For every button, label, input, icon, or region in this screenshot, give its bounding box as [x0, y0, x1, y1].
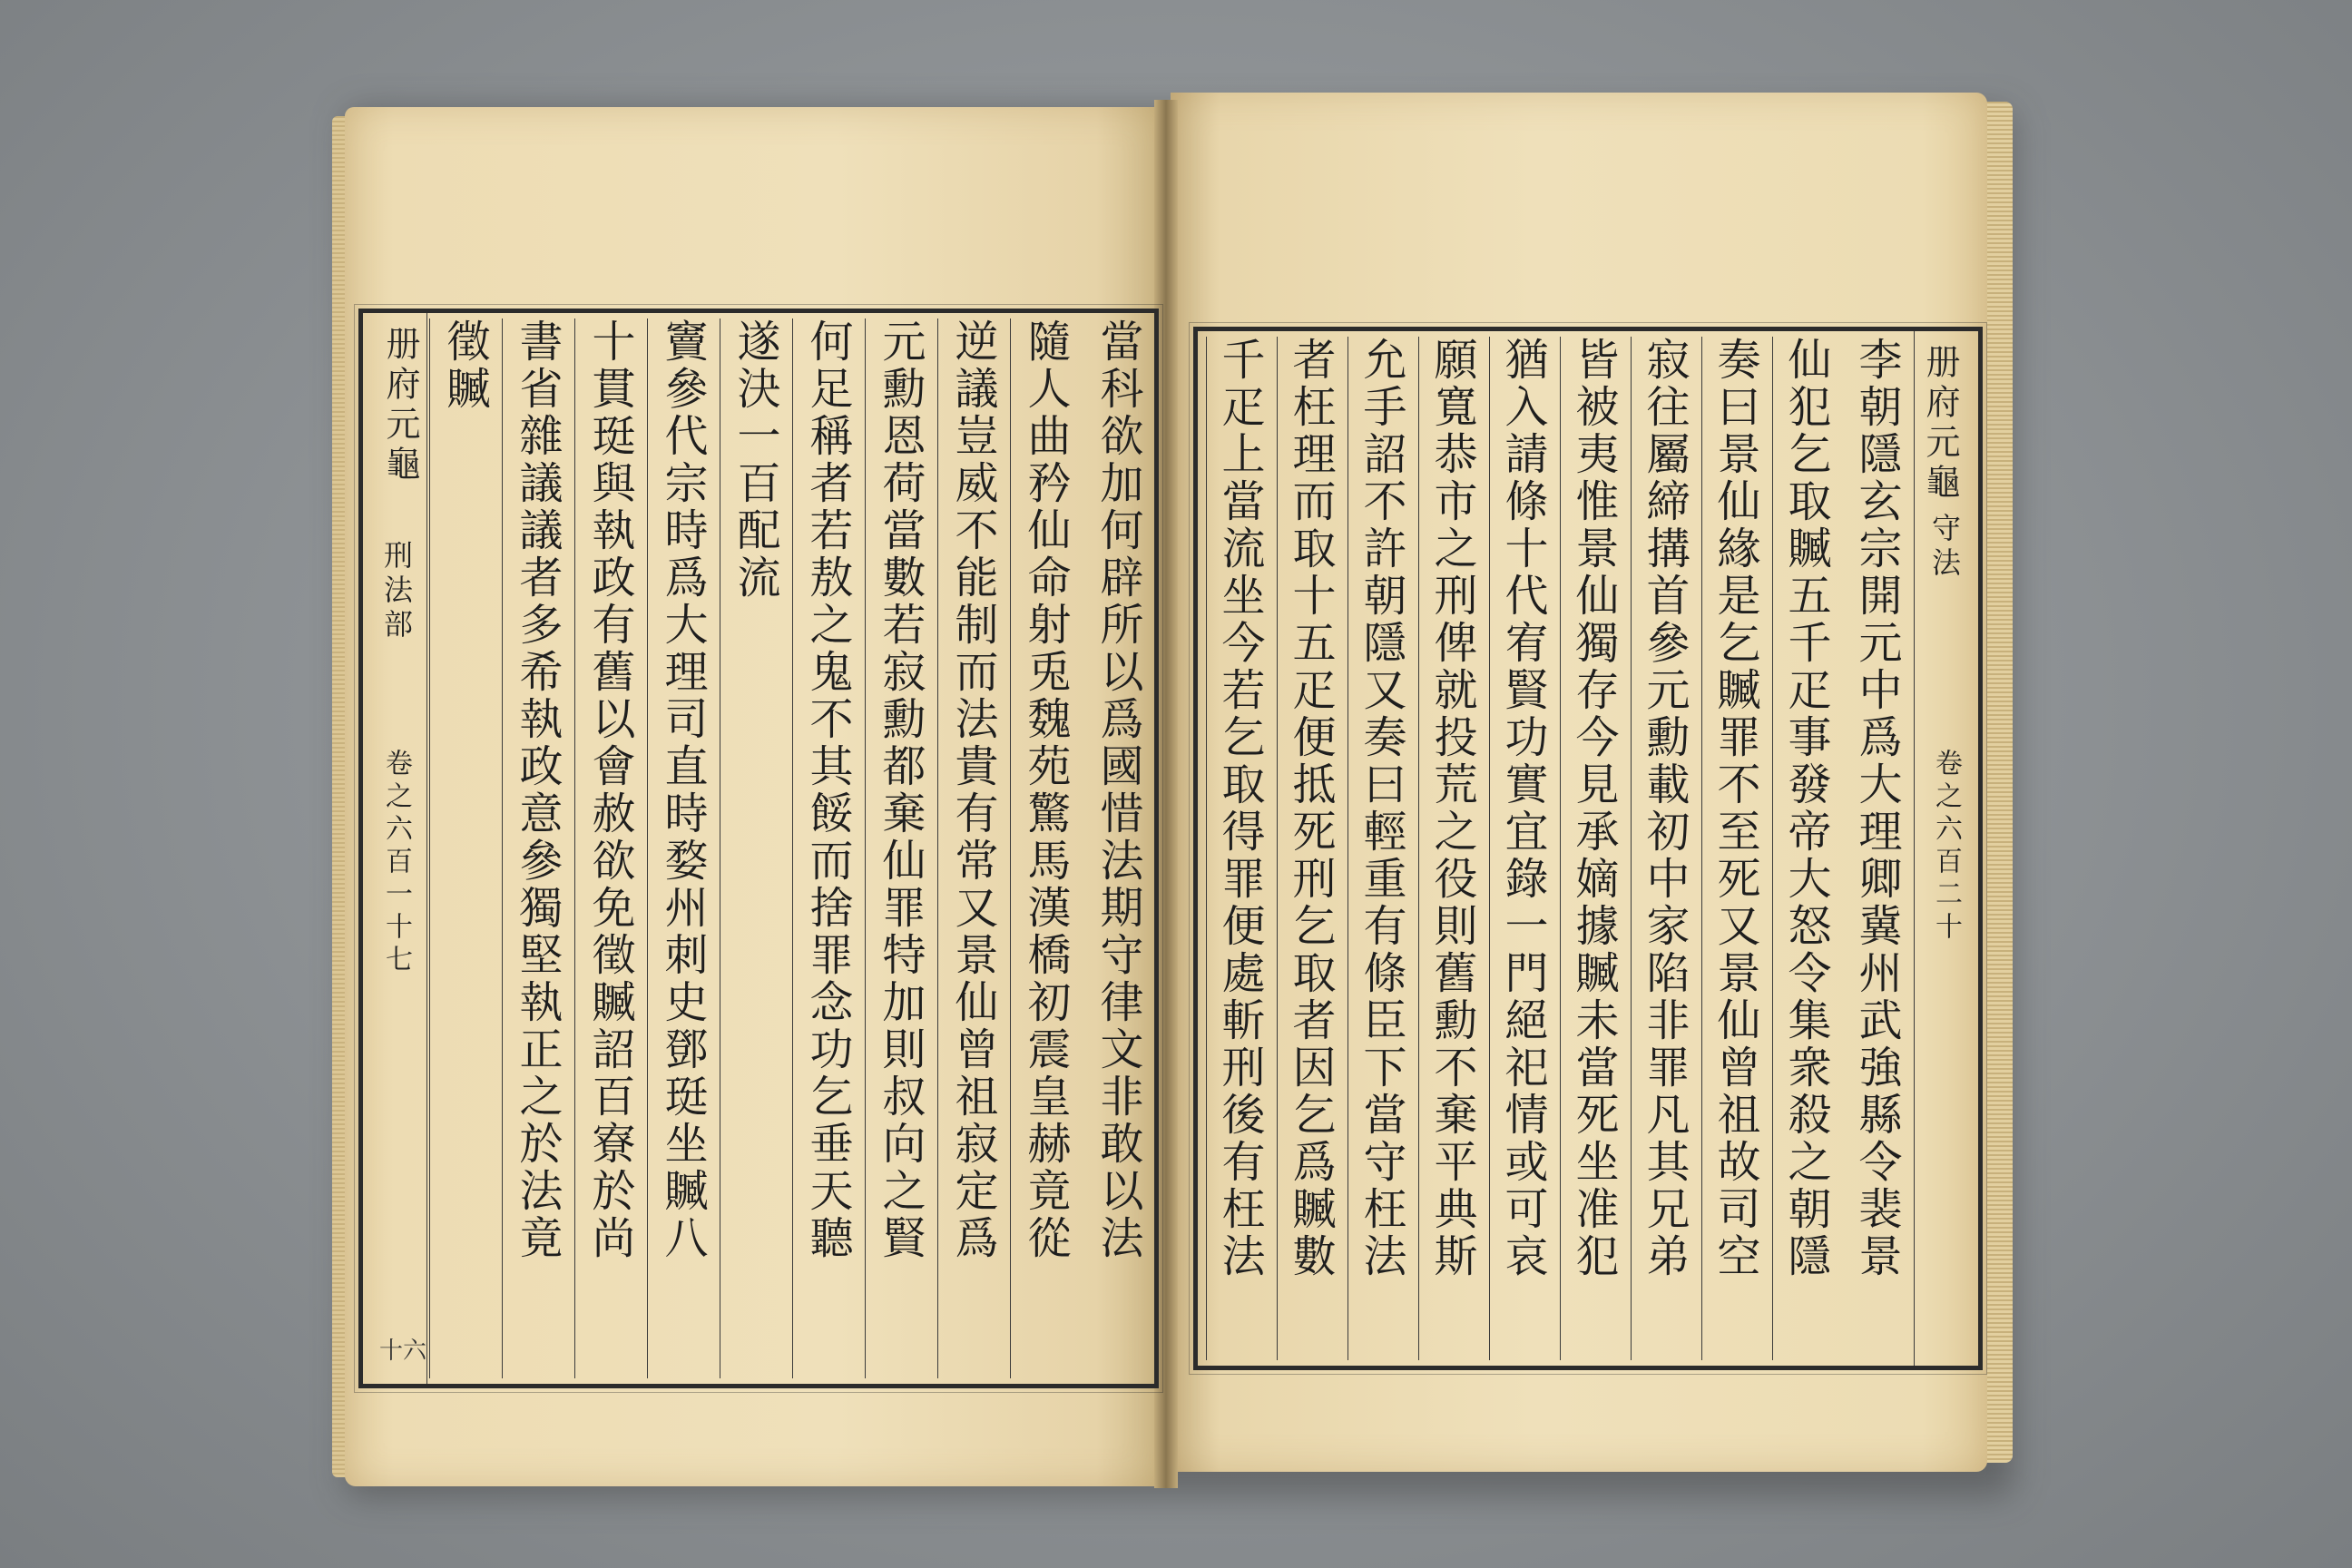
text-column: [1083, 318, 1154, 1378]
text-column: [429, 318, 501, 1378]
margin-volume: 卷之六百一十七: [380, 749, 412, 977]
column-text: 隨人曲矜仙命射兎魏苑驚馬漢橋初震皇赫竟從: [1020, 318, 1071, 1262]
text-column: [1418, 337, 1488, 1360]
page-number: 十六: [379, 1338, 427, 1365]
text-column: [1277, 337, 1347, 1360]
column-text: 何足稱者若敖之鬼不其餒而捨罪念功乞垂天聽: [802, 318, 853, 1262]
text-column: [1772, 337, 1842, 1360]
margin-section: 刑法部: [379, 540, 414, 643]
text-column: [502, 318, 573, 1378]
column-text: 皆被夷惟景仙獨存今見承嫡據贓未當死坐准犯: [1568, 337, 1619, 1280]
text-column: [574, 318, 646, 1378]
column-text: 遂決一百配流: [730, 318, 780, 602]
text-column: [792, 318, 864, 1378]
column-text: 十貫珽與執政有舊以會赦欲免徵贓詔百寮於尚: [584, 318, 635, 1262]
margin-title: 册府元龜: [1920, 344, 1960, 504]
right-page-edges: [1985, 102, 2013, 1463]
text-column: [1489, 337, 1559, 1360]
column-text: 書省雜議議者多希執政意參獨堅執正之於法竟: [512, 318, 563, 1262]
text-column: [1206, 337, 1276, 1360]
text-column: [1560, 337, 1630, 1360]
column-text: 千疋上當流坐今若乞取得罪便處斬刑後有枉法: [1214, 337, 1265, 1280]
text-column: [1844, 337, 1913, 1360]
left-text-frame: [358, 309, 1159, 1388]
text-column: [1010, 318, 1082, 1378]
text-column: [647, 318, 719, 1378]
margin-volume: 卷之六百二十: [1930, 749, 1962, 945]
right-margin-strip: [1914, 331, 1978, 1366]
column-text: 當科欲加何辟所以爲國惜法期守律文非敢以法: [1093, 318, 1143, 1262]
text-column: [720, 318, 791, 1378]
column-text: 猶入請條十代宥賢功實宜錄一門絕祀情或可哀: [1497, 337, 1548, 1280]
column-text: 李朝隱玄宗開元中爲大理卿冀州武強縣令裴景: [1851, 337, 1902, 1280]
column-text: 者枉理而取十五疋便抵死刑乞取者因乞爲贓數: [1285, 337, 1336, 1280]
column-text: 奏曰景仙緣是乞贓罪不至死又景仙曾祖故司空: [1710, 337, 1760, 1280]
column-text: 寂往屬締搆首參元勳載初中家陷非罪凡其兄弟: [1639, 337, 1690, 1280]
right-text-frame: [1193, 327, 1983, 1370]
column-text: 元勳恩荷當數若寂勳都棄仙罪特加則叔向之賢: [875, 318, 926, 1262]
text-column: [1631, 337, 1700, 1360]
column-text: 徵贓: [439, 318, 490, 413]
column-text: 逆議豈威不能制而法貴有常又景仙曾祖寂定爲: [947, 318, 998, 1262]
margin-title: 册府元龜: [380, 326, 420, 485]
margin-section: 守法: [1927, 513, 1962, 582]
text-column: [937, 318, 1009, 1378]
column-text: 仙犯乞取贓五千疋事發帝大怒令集衆殺之朝隱: [1780, 337, 1831, 1280]
text-column: [1701, 337, 1771, 1360]
left-margin-strip: [363, 313, 427, 1384]
column-text: 允手詔不許朝隱又奏曰輕重有條臣下當守枉法: [1356, 337, 1406, 1280]
column-text: 願寬恭市之刑俾就投荒之役則舊勳不棄平典斯: [1426, 337, 1477, 1280]
text-column: [1348, 337, 1417, 1360]
text-column: [865, 318, 936, 1378]
column-text: 竇參代宗時爲大理司直時婺州刺史鄧珽坐贓八: [657, 318, 708, 1262]
